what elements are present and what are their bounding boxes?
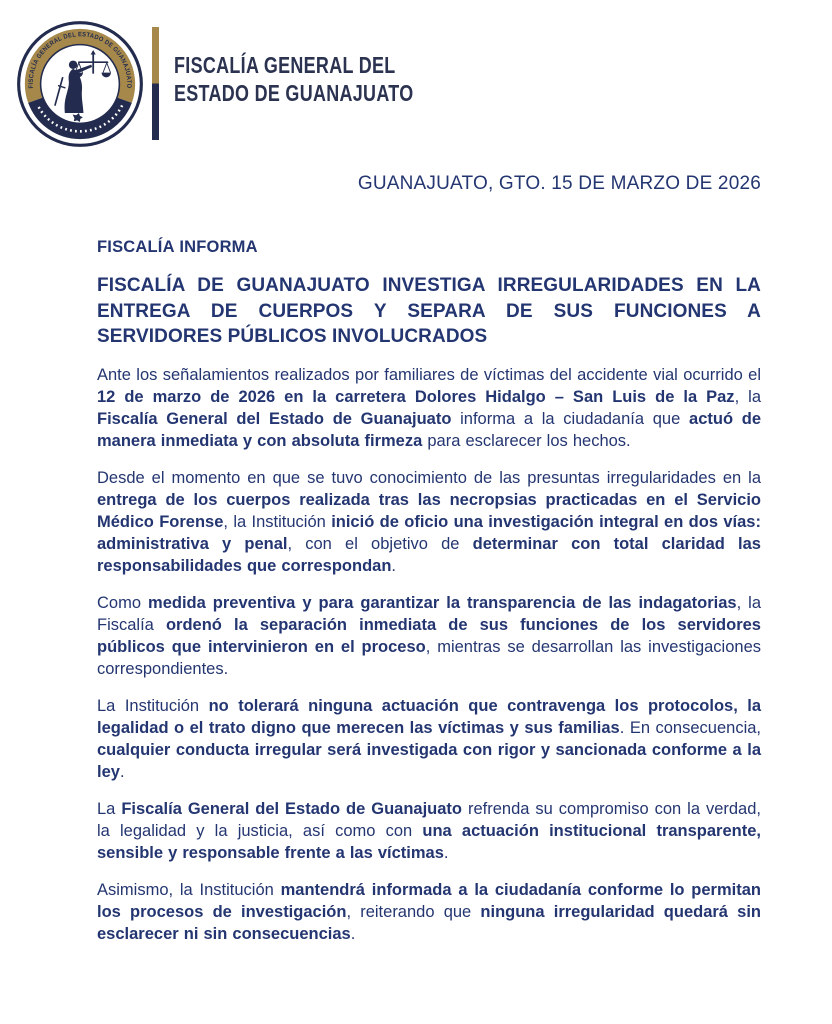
press-release-title: FISCALÍA DE GUANAJUATO INVESTIGA IRREGULARIDADES EN LA ENTREGA DE CUERPOS Y SEPARA DE SUS FUNCIONES A SERVIDORES PÚBLICOS INVOLUCRADOS	[97, 275, 761, 347]
paragraph: La Institución no tolerará ninguna actuación que contravenga los protocolos, la legalidad o el trato digno que merecen las víctimas y sus familias. En consecuencia, cualquier conducta irregular será investigada con rigor y sancionada conforme a la ley.	[97, 696, 762, 781]
paragraph: Desde el momento en que se tuvo conocimiento de las presuntas irregularidades en la entrega de los cuerpos realizada tras las necropsias practicadas en el Servicio Médico Forense, la Institución inició de oficio una investigación integral en dos vías: administrativa y penal, con el objetivo de determinar con total claridad las responsabilidades que correspondan.	[97, 468, 761, 575]
header-divider	[152, 27, 159, 140]
dateline: GUANAJUATO, GTO. 15 DE MARZO DE 2026	[357, 173, 761, 194]
wordmark-line-1: FISCALÍA GENERAL DEL	[174, 52, 396, 78]
wordmark-line-2: ESTADO DE GUANAJUATO	[174, 79, 414, 106]
seal-ring-text: FISCALÍA GENERAL DEL ESTADO DE GUANAJUATO	[27, 31, 133, 90]
paragraph: La Fiscalía General del Estado de Guanajuato refrenda su compromiso con la verdad, la legalidad y la justicia, así como con una actuación institucional transparente, sensible y responsable frente a las víctimas.	[97, 799, 761, 862]
kicker-heading: FISCALÍA INFORMA	[97, 238, 258, 256]
paragraph: Ante los señalamientos realizados por familiares de víctimas del accidente vial ocurrido el 12 de marzo de 2026 en la carretera Dolores Hidalgo – San Luis de la Paz, la Fiscalía General del Estado de Guanajuato informa a la ciudadanía que actuó de manera inmediata y con absoluta firmeza para esclarecer los hechos.	[97, 365, 761, 450]
press-release-body	[97, 236, 761, 960]
body-paragraphs	[97, 364, 761, 945]
paragraph: Asimismo, la Institución mantendrá informada a la ciudadanía conforme lo permitan los procesos de investigación, reiterando que ninguna irregularidad quedará sin esclarecer ni sin consecuencias.	[97, 880, 761, 943]
paragraph: Como medida preventiva y para garantizar la transparencia de las indagatorias, la Fiscalía ordenó la separación inmediata de sus funciones de los servidores públicos que intervinieron en el proceso, mientras se desarrollan las investigaciones correspondientes.	[97, 593, 761, 678]
fiscalia-seal-logo	[16, 20, 144, 148]
org-wordmark	[174, 52, 413, 107]
